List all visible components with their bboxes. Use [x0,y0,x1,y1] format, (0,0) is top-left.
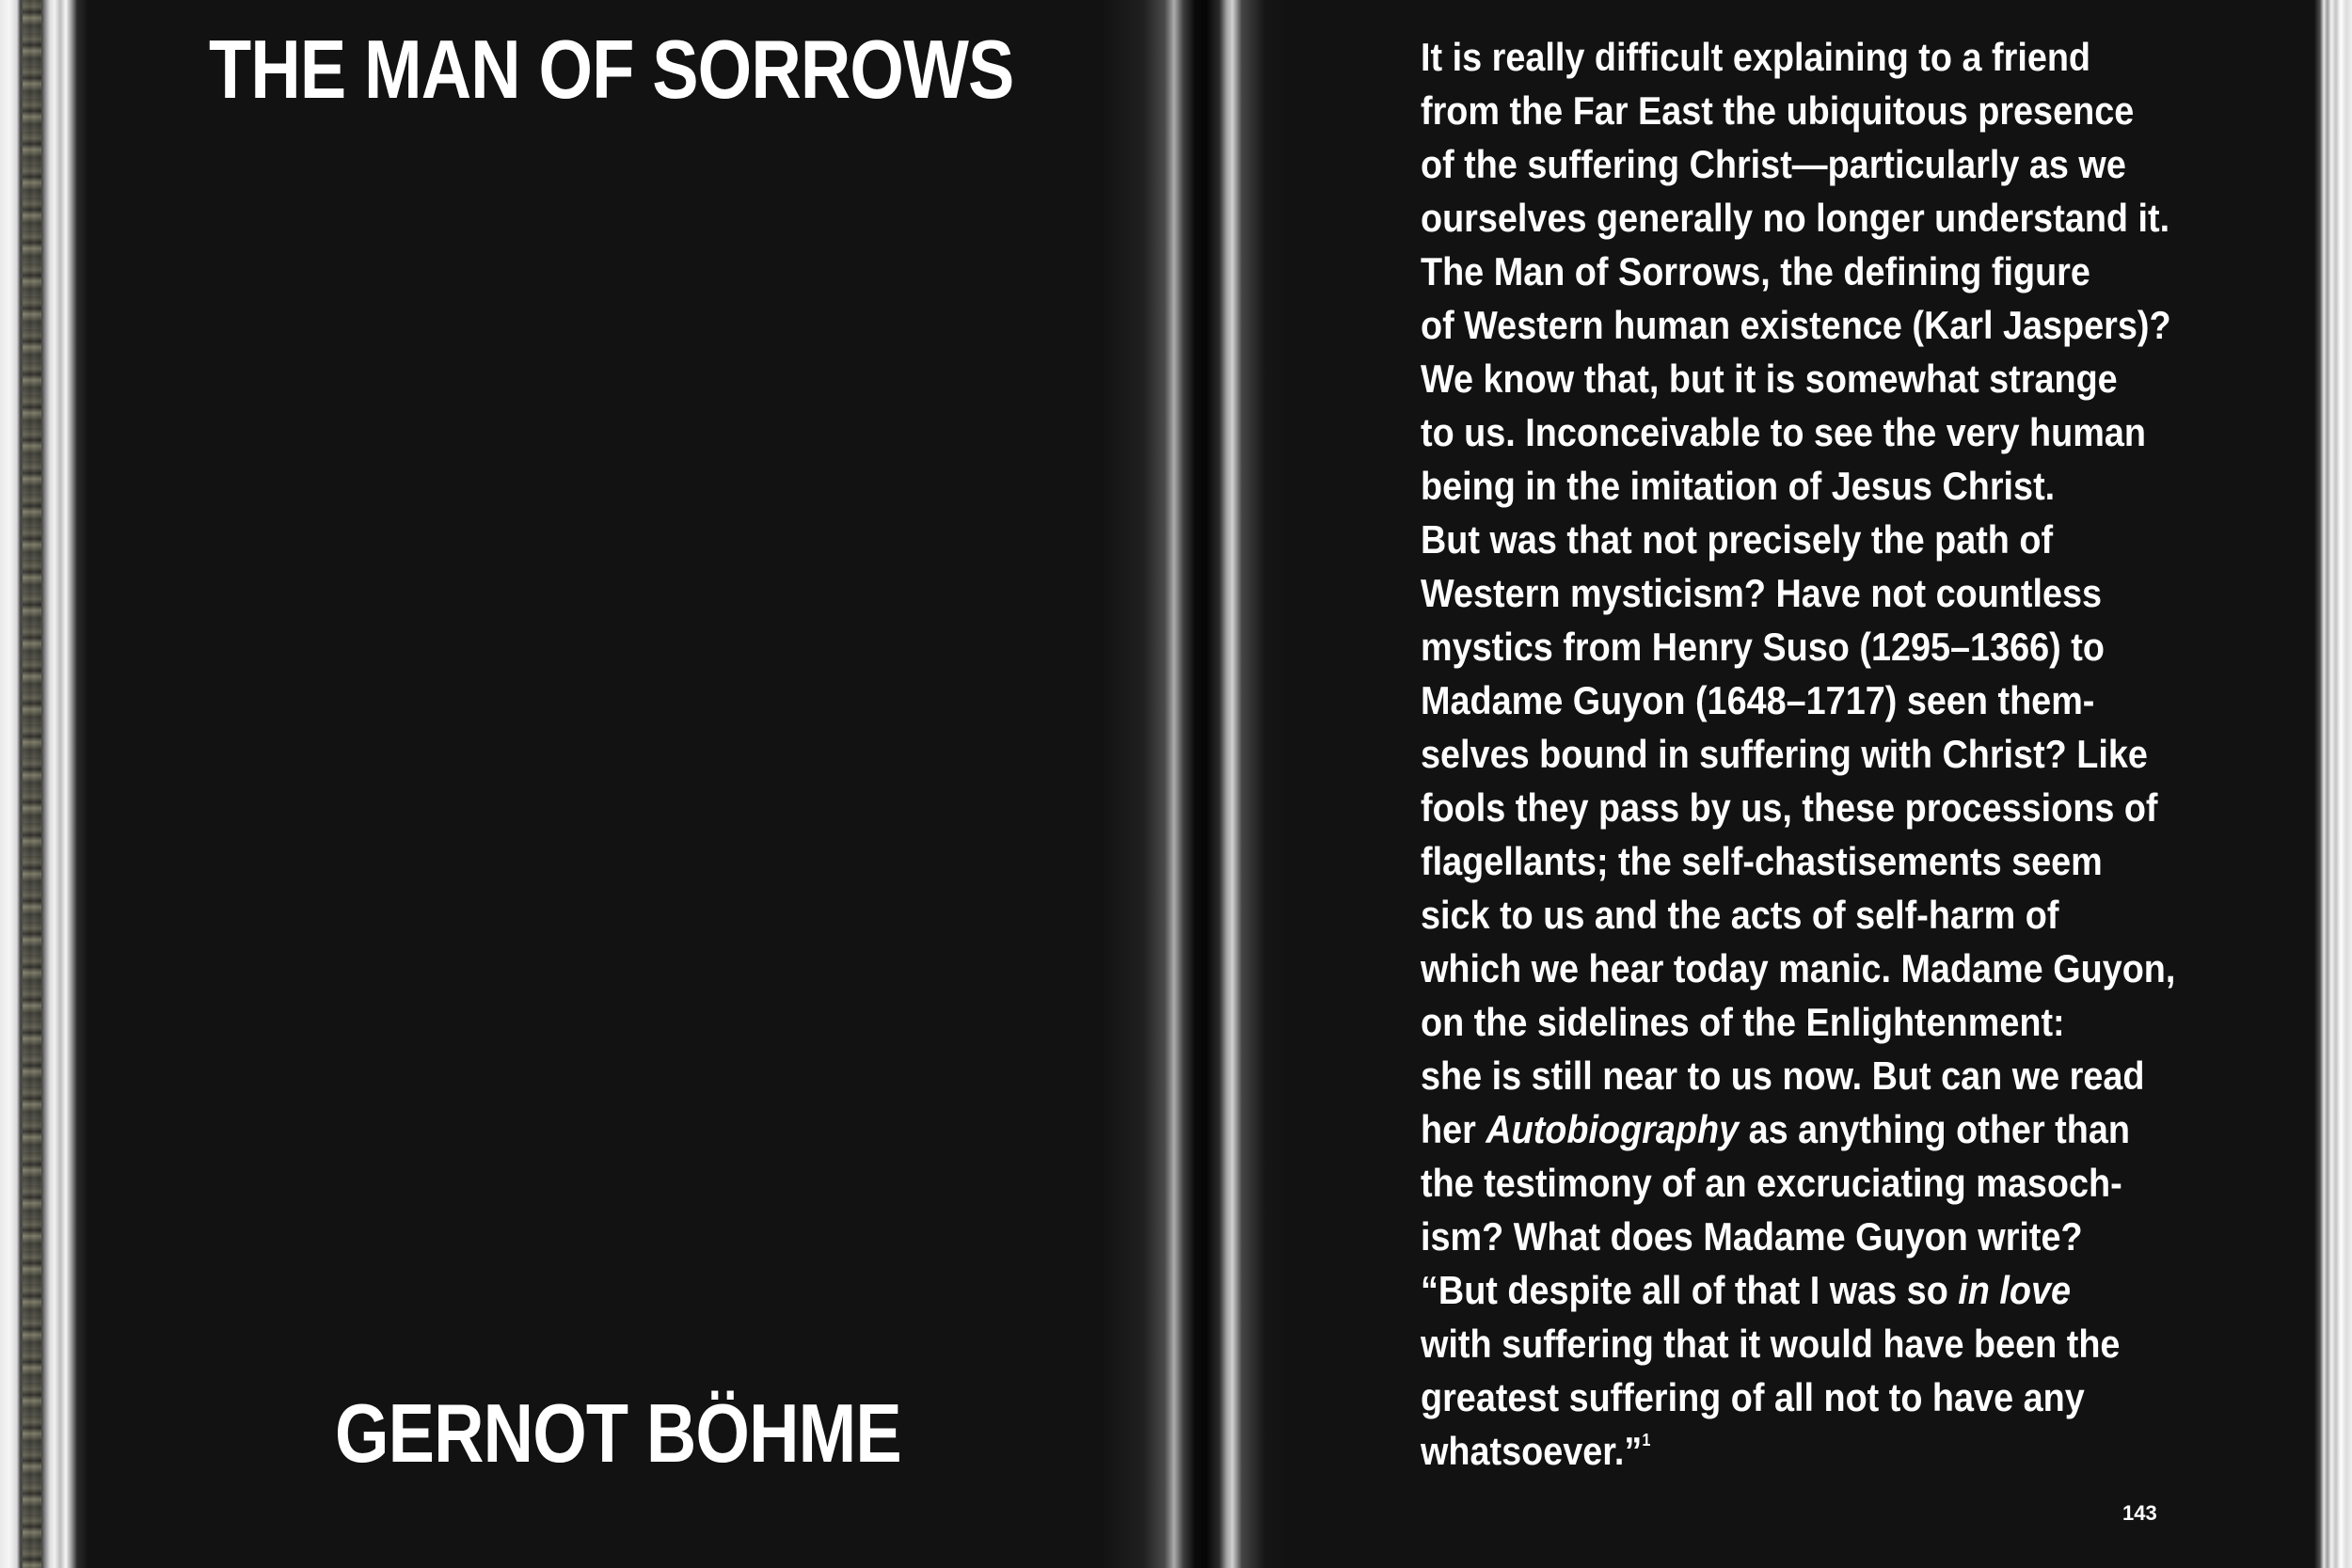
text-line: to us. Inconceivable to see the very human [1421,410,2146,454]
text-line: which we hear today manic. Madame Guyon, [1421,946,2176,990]
text-line: whatsoever.”$^1$ [1421,1429,1651,1473]
text-line: of the suffering Christ—particularly as we [1421,142,2126,186]
text-line: selves bound in suffering with Christ? Like [1421,732,2148,776]
text-line: mystics from Henry Suso (1295–1366) to [1421,625,2105,669]
footnote-marker: 1 [1642,1431,1651,1449]
text-line: fools they pass by us, these processions of [1421,785,2158,830]
text-line: she is still near to us now. But can we read [1421,1053,2145,1098]
text-line: The Man of Sorrows, the defining figure [1421,249,2090,293]
text-line: on the sidelines of the Enlightenment: [1421,1000,2065,1044]
italic-phrase: Autobiography [1486,1107,1740,1151]
left-page-edge [0,0,87,1568]
text-line: Madame Guyon (1648–1717) seen them- [1421,678,2095,722]
text-line: Western mysticism? Have not countless [1421,571,2103,615]
text-line: ourselves generally no longer understand it. [1421,196,2170,240]
facing-image-sliver [23,0,41,1568]
italic-phrase: in love [1958,1268,2072,1312]
text-line: the testimony of an excruciating masoch- [1421,1161,2122,1205]
text-line: “But despite all of that I was so in love [1421,1268,2072,1312]
text-line: from the Far East the ubiquitous presence [1421,88,2135,133]
chapter-title: THE MAN OF SORROWS [209,23,1014,116]
text-line: with suffering that it would have been the [1421,1322,2121,1366]
book-gutter [1101,0,1289,1568]
text-line: flagellants; the self-chastisements seem [1421,839,2103,883]
right-page-edge [2314,0,2352,1568]
text-line: sick to us and the acts of self-harm of [1421,893,2059,937]
body-text [1421,30,2286,1478]
page-number: 143 [2122,1501,2157,1525]
text-line: But was that not precisely the path of [1421,517,2054,562]
author-name: GERNOT BÖHME [335,1386,901,1480]
text-line: greatest suffering of all not to have any [1421,1375,2085,1419]
text-line: her Autobiography as anything other than [1421,1107,2130,1151]
text-line: We know that, but it is somewhat strange [1421,356,2118,401]
text-line: of Western human existence (Karl Jaspers)? [1421,303,2171,347]
text-line: being in the imitation of Jesus Christ. [1421,464,2056,508]
text-line: It is really difficult explaining to a friend [1421,35,2091,79]
text-line: ism? What does Madame Guyon write? [1421,1214,2083,1259]
